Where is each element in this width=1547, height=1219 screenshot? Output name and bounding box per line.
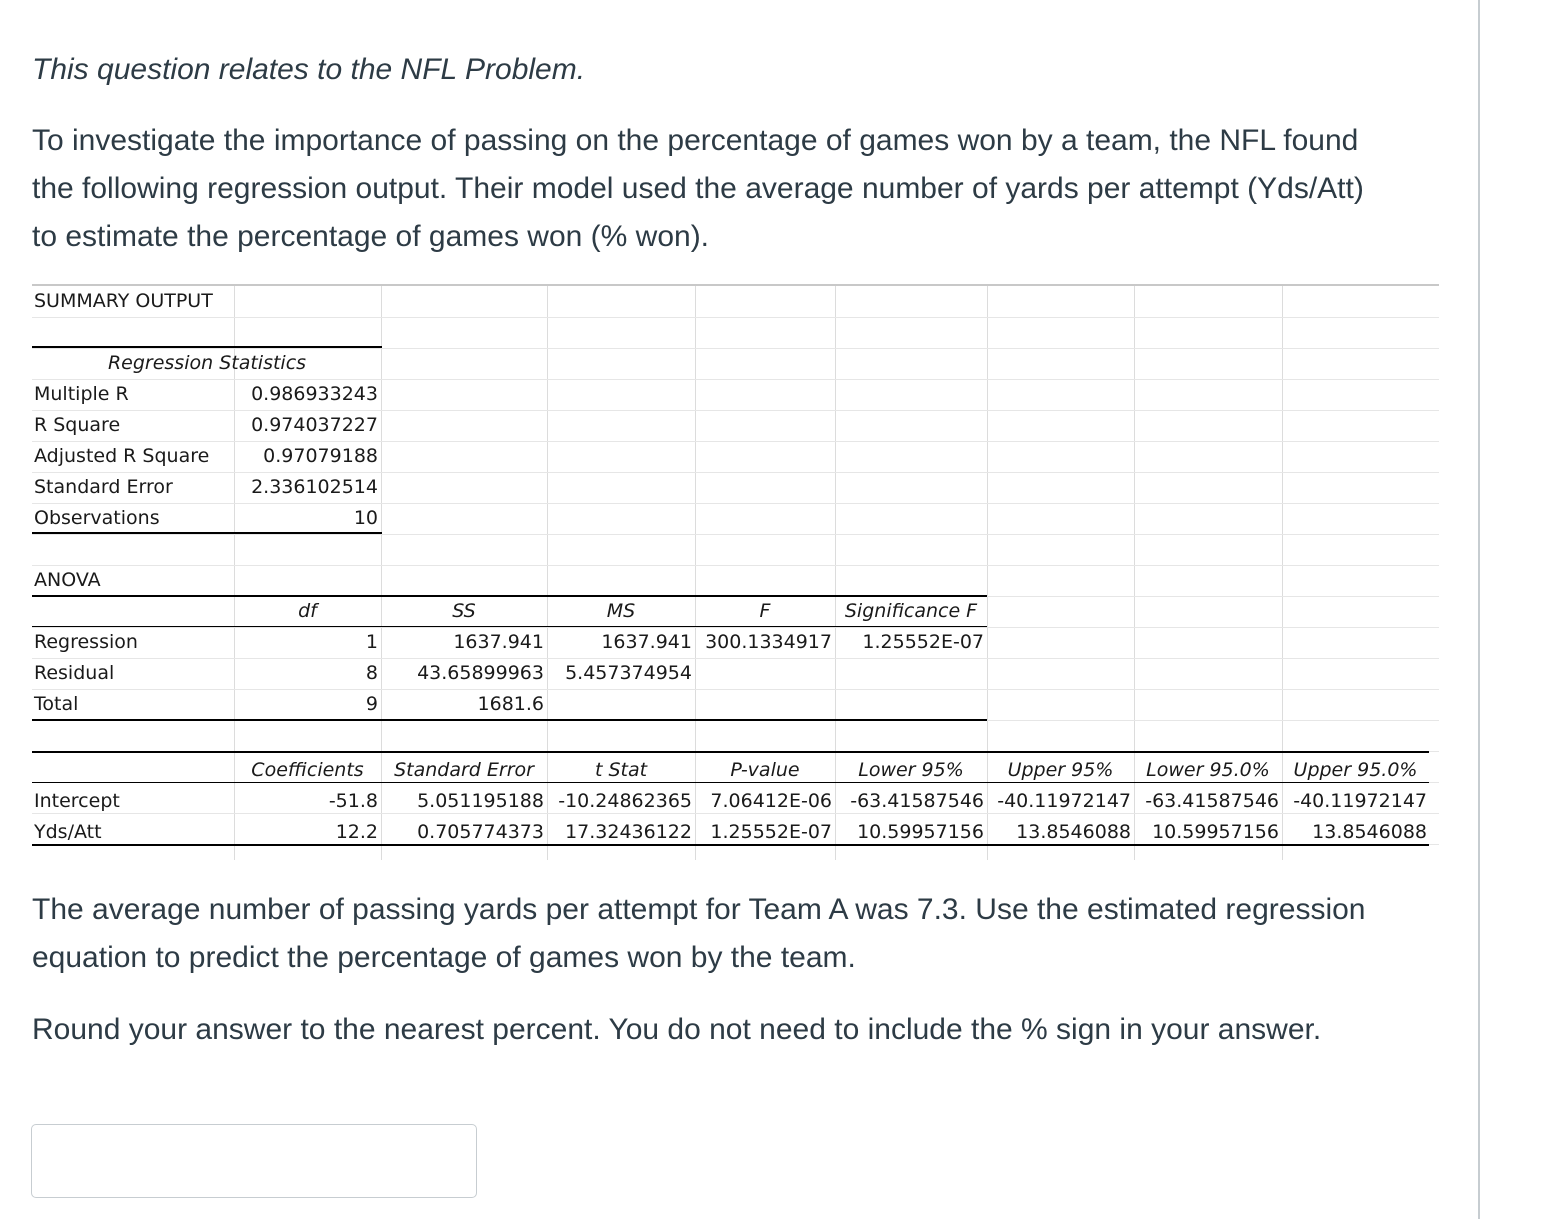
anova-row-label: Residual [34, 662, 115, 684]
question-paragraph-line: The average number of passing yards per attempt for Team A was 7.3. Use the estimated regression [32, 893, 1366, 926]
stat-label: Standard Error [34, 476, 173, 498]
stat-value: 0.986933243 [251, 383, 378, 405]
anova-cell: 43.65899963 [417, 662, 544, 684]
coef-cell: 13.8546088 [1016, 821, 1131, 843]
coef-cell: -40.11972147 [1293, 790, 1427, 812]
stat-label: R Square [34, 414, 121, 436]
stat-value: 0.97079188 [263, 445, 378, 467]
stat-label: Multiple R [34, 383, 129, 405]
coef-col-header: Lower 95.0% [1146, 759, 1270, 781]
anova-cell: 1637.941 [601, 631, 692, 653]
coef-cell: 13.8546088 [1312, 821, 1427, 843]
coef-col-header: Standard Error [394, 759, 534, 781]
coef-cell: -40.11972147 [997, 790, 1131, 812]
page-divider [1478, 0, 1480, 1219]
anova-row-label: Regression [34, 631, 138, 653]
anova-col-header: Significance F [844, 600, 978, 622]
regression-output-image [32, 286, 1439, 860]
coef-row-label: Yds/Att [34, 821, 102, 843]
stat-value: 2.336102514 [251, 476, 378, 498]
anova-cell: 8 [365, 662, 378, 684]
coef-col-header: Upper 95% [1007, 759, 1114, 781]
anova-col-header: MS [606, 600, 636, 622]
anova-cell: 300.1334917 [705, 631, 832, 653]
coef-col-header: Coefficients [251, 759, 364, 781]
coef-col-header: Lower 95% [858, 759, 964, 781]
anova-cell: 9 [365, 693, 378, 715]
anova-title: ANOVA [34, 569, 101, 591]
coef-row-label: Intercept [34, 790, 120, 812]
coef-col-header: P-value [730, 759, 800, 781]
anova-col-header: F [759, 600, 771, 622]
question-paragraph-line: To investigate the importance of passing on the percentage of games won by a team, the NFL found [32, 124, 1359, 157]
coef-cell: 1.25552E-07 [710, 821, 832, 843]
stat-value: 0.974037227 [251, 414, 378, 436]
coef-cell: -63.41587546 [850, 790, 984, 812]
question-paragraph-line: to estimate the percentage of games won (% won). [32, 220, 710, 253]
rounding-instruction: Round your answer to the nearest percent. You do not need to include the % sign in your answer. [32, 1013, 1322, 1046]
coef-cell: -63.41587546 [1145, 790, 1279, 812]
answer-input[interactable] [31, 1124, 477, 1198]
coef-cell: -51.8 [328, 790, 378, 812]
coef-cell: 0.705774373 [417, 821, 544, 843]
coef-cell: 10.59957156 [857, 821, 984, 843]
coef-cell: 7.06412E-06 [710, 790, 832, 812]
anova-cell: 1 [365, 631, 378, 653]
coef-cell: 12.2 [335, 821, 378, 843]
question-paragraph-line: the following regression output. Their model used the average number of yards per attempt (Yds/Att) [32, 172, 1364, 205]
coef-cell: 5.051195188 [417, 790, 544, 812]
regression-statistics-header: Regression Statistics [107, 352, 307, 374]
stat-value: 10 [353, 507, 378, 529]
anova-cell: 1637.941 [453, 631, 544, 653]
anova-row-label: Total [34, 693, 79, 715]
question-paragraph-line: equation to predict the percentage of games won by the team. [32, 941, 856, 974]
coef-cell: 10.59957156 [1152, 821, 1279, 843]
anova-cell: 1.25552E-07 [862, 631, 984, 653]
anova-cell: 1681.6 [477, 693, 544, 715]
stat-label: Adjusted R Square [34, 445, 210, 467]
anova-cell: 5.457374954 [565, 662, 692, 684]
coef-cell: 17.32436122 [565, 821, 692, 843]
stat-label: Observations [34, 507, 160, 529]
coef-col-header: t Stat [594, 759, 648, 781]
anova-col-header: df [298, 600, 317, 622]
anova-col-header: SS [452, 600, 476, 622]
coef-cell: -10.24862365 [558, 790, 692, 812]
coef-col-header: Upper 95.0% [1293, 759, 1418, 781]
summary-output-title: SUMMARY OUTPUT [34, 290, 213, 312]
question-intro: This question relates to the NFL Problem. [32, 53, 586, 86]
